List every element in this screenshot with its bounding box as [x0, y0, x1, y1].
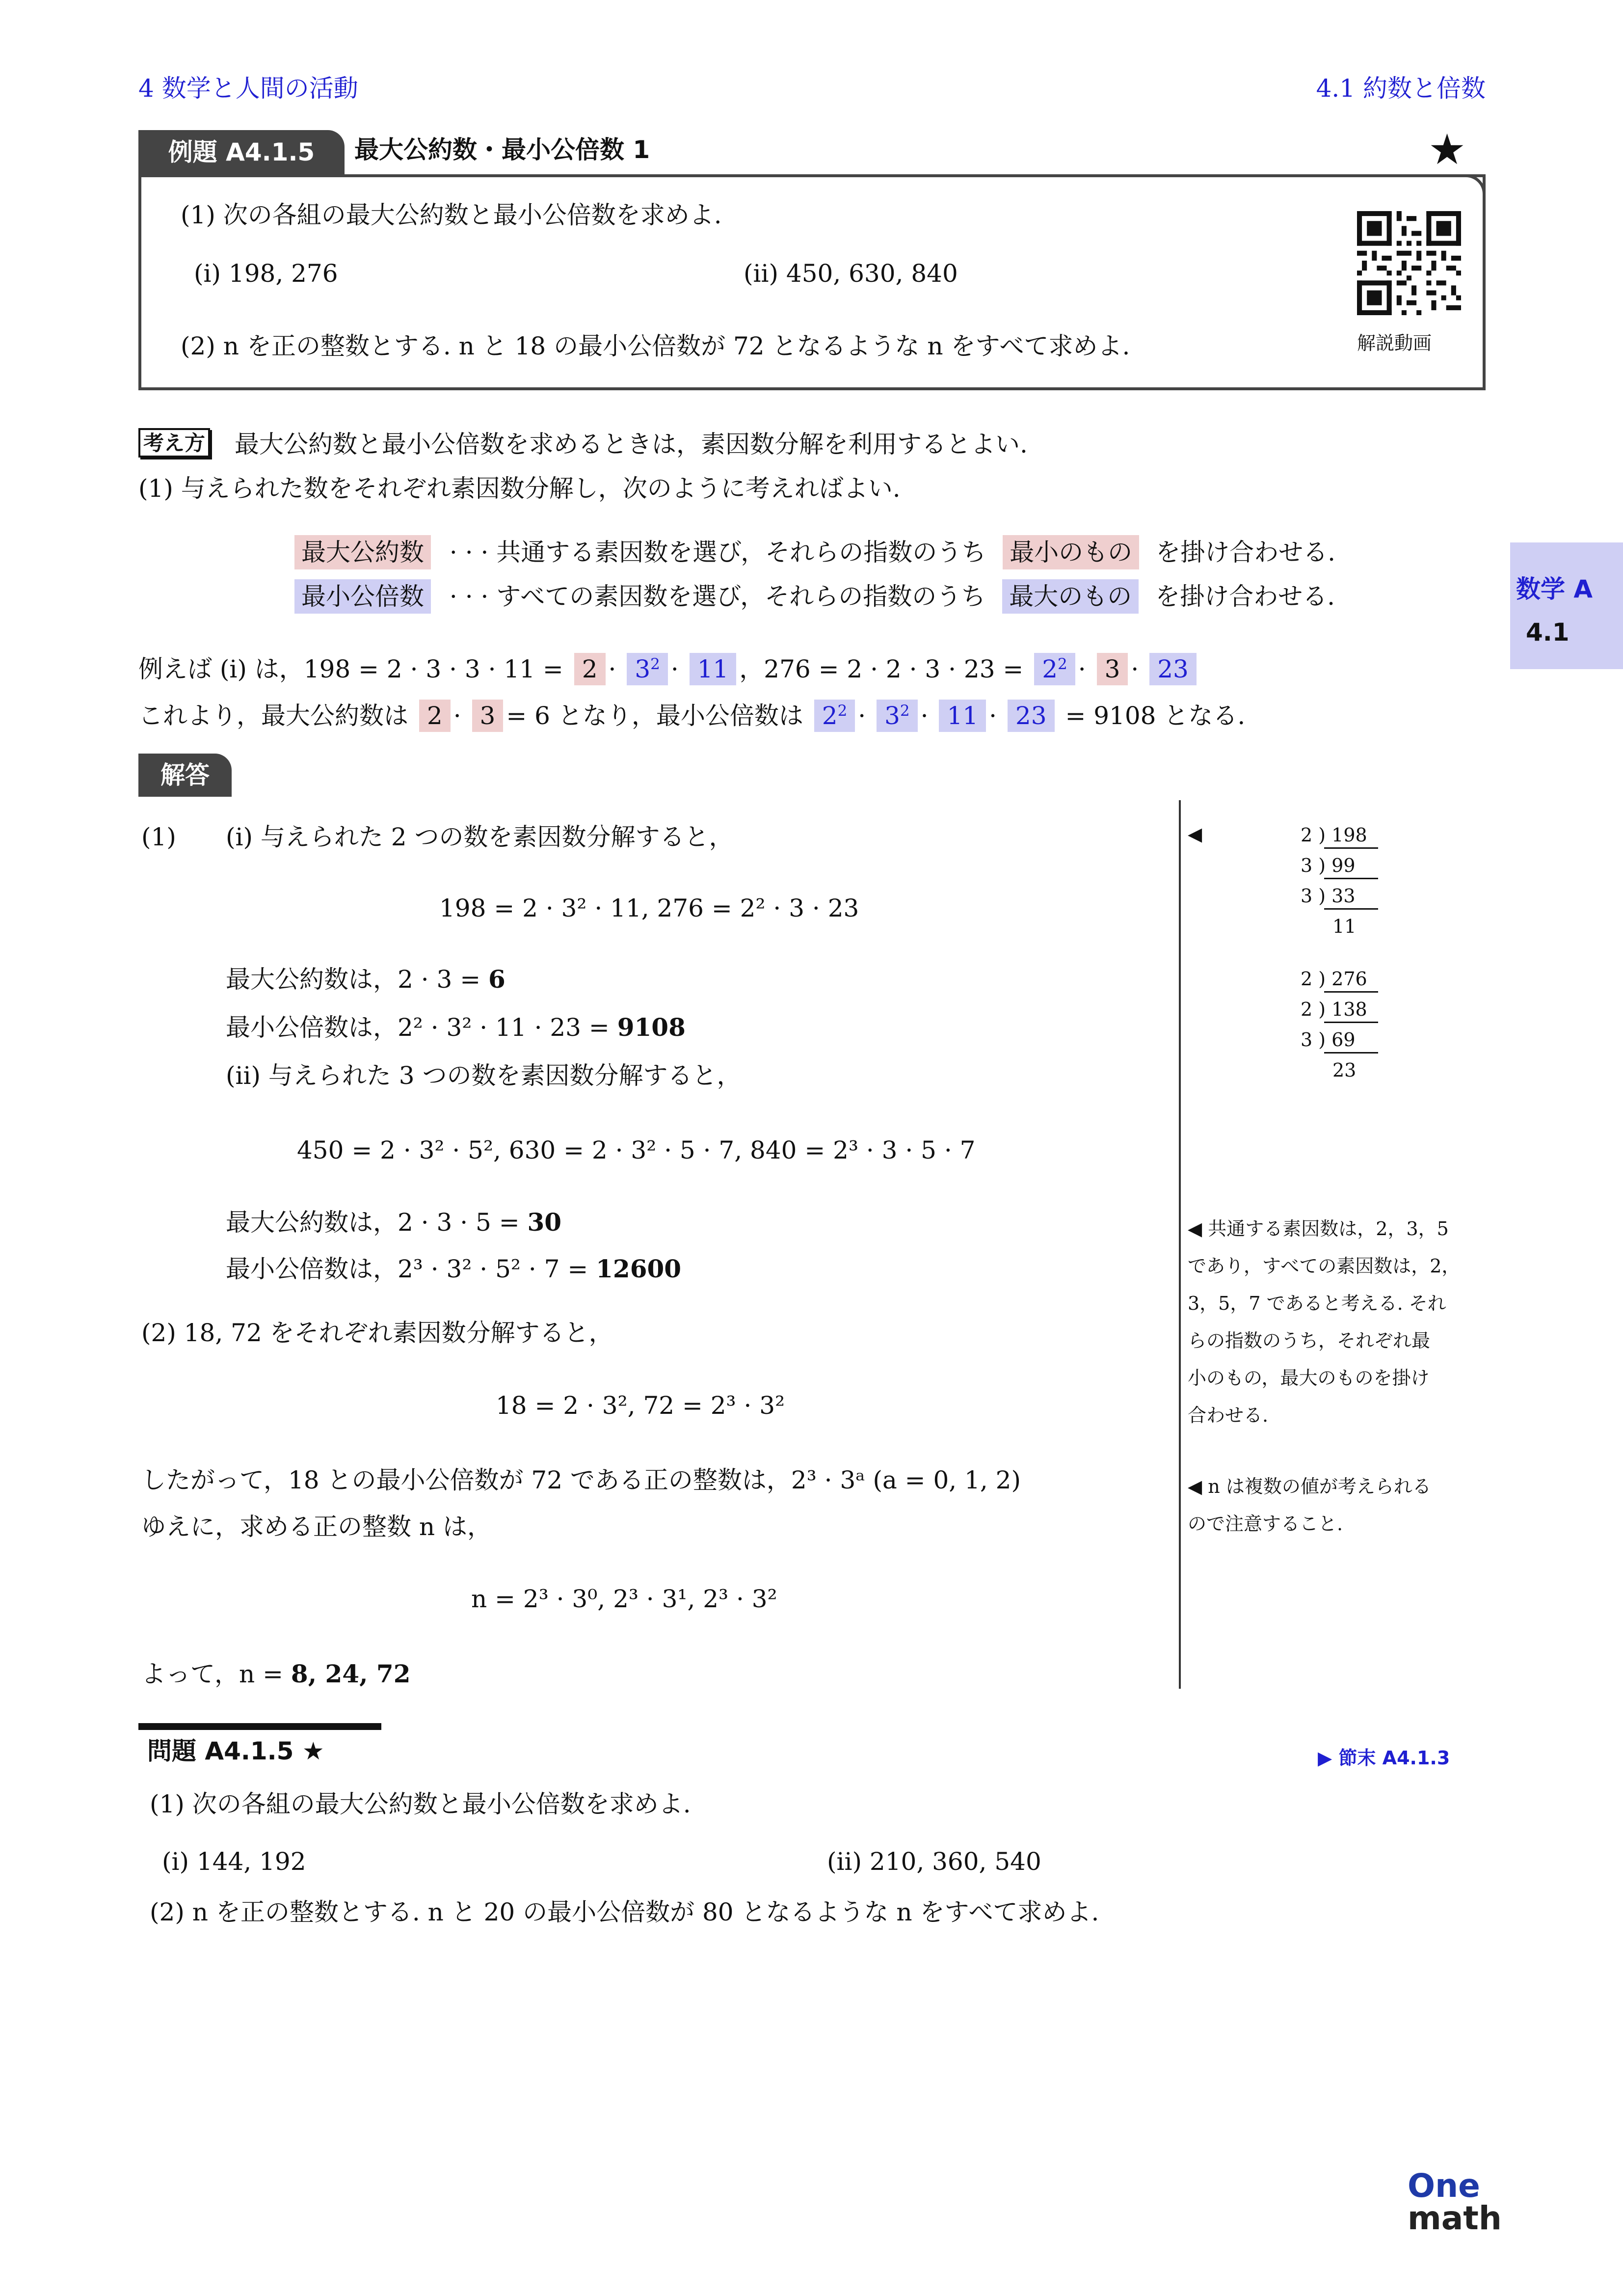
problem-q1-i: (i) 144, 192	[162, 1847, 306, 1876]
chip-exp: 2	[650, 655, 660, 673]
note-line: ◀ 共通する素因数は，2，3，5	[1188, 1218, 1449, 1240]
logo-line1: One	[1408, 2167, 1480, 2205]
answer-eq3: 18 = 2 · 3², 72 = 2³ · 3²	[496, 1391, 785, 1420]
difficulty-star: ★	[1428, 125, 1466, 174]
ladder-row: 23	[1332, 1059, 1357, 1081]
side-tab-subject: 数学 A	[1516, 575, 1593, 603]
chip-base: 3	[884, 702, 900, 730]
factor-prefix: 例えば (i) は，198 = 2 · 3 · 3 · 11 =	[138, 655, 563, 683]
dot: ·	[1078, 655, 1086, 683]
chip-base: 3	[635, 655, 651, 683]
answer-gcd2	[226, 1210, 561, 1235]
margin-note-1	[1188, 1210, 1460, 1434]
gcd1-value: 6	[488, 965, 506, 994]
ladder-row: 2 ) 138	[1301, 999, 1367, 1020]
margin-note-2	[1188, 1468, 1431, 1542]
lcm-desc: · · · すべての素因数を選び，それらの指数のうち	[449, 582, 986, 611]
answer-lcm1	[226, 1015, 686, 1040]
chip-3: 3	[1097, 653, 1128, 685]
chip-base: 2	[1042, 655, 1058, 683]
dot: ·	[670, 655, 679, 683]
gcd2-value: 30	[527, 1208, 562, 1237]
side-tab-section: 4.1	[1526, 618, 1570, 647]
chip-2: 2	[574, 653, 606, 685]
example-tab-label: 例題 A4.1.5	[168, 138, 315, 166]
gcd-desc: · · · 共通する素因数を選び，それらの指数のうち	[449, 538, 986, 567]
chip-exp: 2	[900, 702, 910, 720]
note-line: であり，すべての素因数は，2，	[1188, 1255, 1461, 1277]
qr-label: 解説動画	[1357, 332, 1432, 354]
example-q2: (2) n を正の整数とする. n と 18 の最小公倍数が 72 となるような n をすべて求めよ.	[181, 332, 1130, 360]
margin-arrow: ◀	[1188, 823, 1202, 845]
answer-eq2: 450 = 2 · 3² · 5², 630 = 2 · 3² · 5 · 7, 840 = 2³ · 3 · 5 · 7	[297, 1136, 976, 1164]
chip-11: 11	[690, 653, 737, 685]
lcm-end: を掛け合わせる.	[1155, 582, 1335, 611]
division-ladder-198	[1301, 826, 1379, 944]
division-ladder-276	[1301, 970, 1379, 1087]
dot: ·	[453, 702, 461, 730]
answer-tab	[138, 754, 232, 797]
approach-line2: (1) 与えられた数をそれぞれ素因数分解し，次のように考えればよい.	[138, 474, 901, 503]
answer-p1-ii: (ii) 与えられた 3 つの数を素因数分解すると，	[226, 1061, 742, 1090]
result-mid: = 6 となり，最小公倍数は	[506, 702, 803, 730]
note-line: ので注意すること.	[1188, 1513, 1343, 1535]
answer-gcd1	[226, 967, 506, 992]
note-line: 合わせる.	[1188, 1405, 1269, 1426]
lcm2-value: 12600	[596, 1254, 682, 1283]
example-q1-ii: (ii) 450, 630, 840	[744, 259, 958, 288]
final-label: よって，n =	[141, 1660, 283, 1688]
dot: ·	[989, 702, 997, 730]
result-end: = 9108 となる.	[1065, 702, 1246, 730]
approach-label: 考え方	[138, 428, 210, 458]
chip-3: 3	[472, 700, 504, 732]
example-result-line	[138, 700, 1245, 732]
example-title: 最大公約数・最小公倍数 1	[354, 135, 650, 164]
note-line: ◀ n は複数の値が考えられる	[1188, 1476, 1431, 1497]
chip-2-squared	[814, 700, 855, 732]
answer-eq1: 198 = 2 · 3² · 11, 276 = 2² · 3 · 23	[439, 894, 859, 922]
answer-p2-line1: したがって，18 との最小公倍数が 72 である正の整数は，2³ · 3ᵃ (a = 0, 1, 2)	[141, 1466, 1021, 1494]
chip-11: 11	[939, 700, 986, 732]
answer-p1-i: (i) 与えられた 2 つの数を素因数分解すると，	[226, 823, 734, 851]
dot: ·	[608, 655, 616, 683]
chip-exp: 2	[1058, 655, 1067, 673]
example-q1: (1) 次の各組の最大公約数と最小公倍数を求めよ.	[181, 201, 722, 229]
gcd2-label: 最大公約数は，2 · 3 · 5 =	[226, 1208, 520, 1237]
note-line: 小のもの，最大のものを掛け	[1188, 1367, 1430, 1389]
dot: ·	[858, 702, 866, 730]
lcm-key: 最大のもの	[1002, 579, 1139, 614]
qr-code-icon[interactable]	[1357, 211, 1461, 315]
example-factor-line	[138, 653, 1199, 685]
problem-q2: (2) n を正の整数とする. n と 20 の最小公倍数が 80 となるような n をすべて求めよ.	[150, 1898, 1099, 1926]
chip-3-squared	[627, 653, 668, 685]
ladder-row: 3 ) 33	[1301, 885, 1356, 907]
answer-final	[141, 1659, 411, 1688]
problem-bar	[138, 1723, 381, 1730]
factor-mid: ，276 = 2 · 2 · 3 · 23 =	[739, 655, 1024, 683]
answer-label: 解答	[160, 761, 210, 789]
ladder-line	[1324, 847, 1378, 849]
chapter-title: 4 数学と人間の活動	[138, 74, 358, 103]
example-box-corner	[1423, 174, 1486, 204]
gcd1-label: 最大公約数は，2 · 3 =	[226, 965, 481, 994]
ladder-row: 11	[1332, 916, 1357, 937]
ladder-row: 3 ) 99	[1301, 855, 1356, 876]
final-value: 8, 24, 72	[291, 1659, 411, 1688]
problem-q1-ii: (ii) 210, 360, 540	[827, 1847, 1041, 1876]
answer-lcm2	[226, 1254, 682, 1283]
dot: ·	[1131, 655, 1139, 683]
lcm1-label: 最小公倍数は，2² · 3² · 11 · 23 =	[226, 1013, 610, 1042]
ladder-row: 2 ) 198	[1301, 824, 1367, 846]
chip-base: 2	[822, 702, 838, 730]
ladder-line	[1324, 1052, 1378, 1053]
answer-p2-line2: ゆえに，求める正の整数 n は，	[141, 1513, 492, 1541]
lcm-term: 最小公倍数	[294, 579, 431, 614]
chip-2-squared	[1034, 653, 1075, 685]
ladder-line	[1324, 1022, 1378, 1023]
result-prefix: これより，最大公約数は	[138, 702, 408, 730]
chip-23: 23	[1149, 653, 1197, 685]
answer-p2: (2) 18, 72 をそれぞれ素因数分解すると，	[141, 1319, 613, 1347]
gcd-end: を掛け合わせる.	[1156, 538, 1335, 567]
chip-2: 2	[419, 700, 451, 732]
dot: ·	[920, 702, 929, 730]
gcd-term: 最大公約数	[294, 535, 431, 569]
answer-eq4: n = 2³ · 3⁰, 2³ · 3¹, 2³ · 3²	[471, 1585, 777, 1613]
note-line: 3，5，7 であると考える. それ	[1188, 1293, 1446, 1314]
lcm-rule	[294, 584, 1335, 609]
onemath-logo	[1408, 2167, 1502, 2237]
section-title: 4.1 約数と倍数	[1316, 74, 1486, 103]
chip-exp: 2	[837, 702, 848, 720]
side-tab	[1510, 542, 1623, 669]
problem-ref-link[interactable]: ▶ 節末 A4.1.3	[1318, 1747, 1450, 1769]
answer-p1-num: (1)	[141, 823, 176, 851]
gcd-rule	[294, 540, 1335, 565]
example-q1-i: (i) 198, 276	[194, 259, 338, 288]
problem-q1: (1) 次の各組の最大公約数と最小公倍数を求めよ.	[150, 1790, 691, 1818]
example-tab	[138, 130, 345, 174]
chip-3-squared	[877, 700, 918, 732]
logo-line2: math	[1408, 2199, 1502, 2237]
gcd-key: 最小のもの	[1003, 535, 1139, 569]
problem-title: 問題 A4.1.5 ★	[147, 1737, 324, 1765]
lcm1-value: 9108	[617, 1013, 686, 1042]
lcm2-label: 最小公倍数は，2³ · 3² · 5² · 7 =	[226, 1255, 588, 1283]
ladder-line	[1324, 908, 1378, 910]
ladder-line	[1324, 878, 1378, 879]
margin-divider	[1179, 800, 1181, 1689]
approach-line1: 最大公約数と最小公倍数を求めるときは，素因数分解を利用するとよい.	[235, 430, 1028, 459]
note-line: らの指数のうち，それぞれ最	[1188, 1330, 1431, 1351]
ladder-line	[1324, 991, 1378, 993]
chip-23: 23	[1008, 700, 1055, 732]
ladder-row: 2 ) 276	[1301, 968, 1367, 990]
ladder-row: 3 ) 69	[1301, 1029, 1356, 1051]
